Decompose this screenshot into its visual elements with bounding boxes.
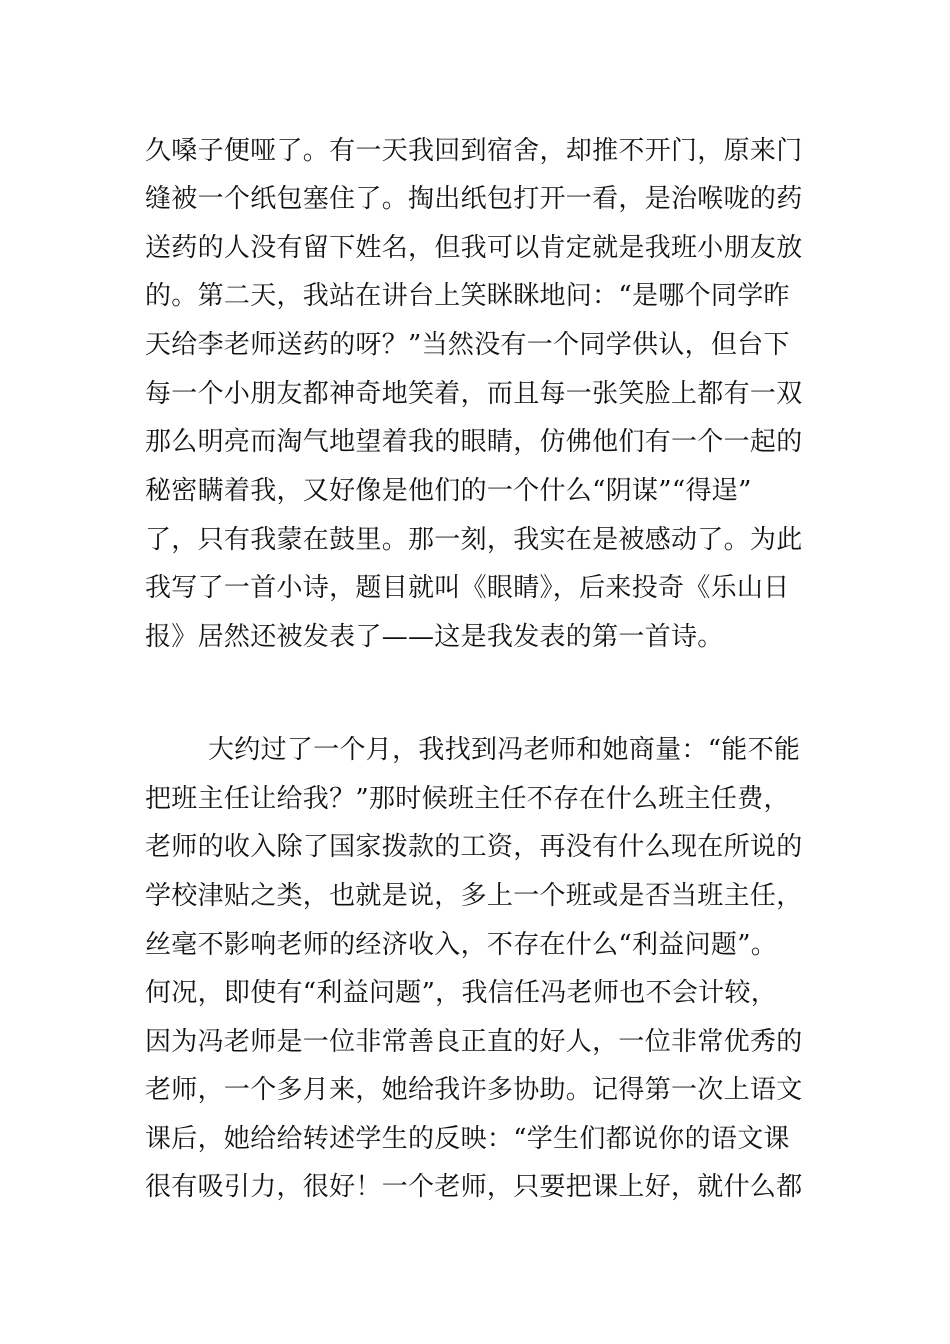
text-line: 那么明亮而淘气地望着我的眼睛，仿佛他们有一个一起的 (145, 427, 803, 457)
text-line: 何况，即使有“利益问题”，我信任冯老师也不会计较， (145, 978, 778, 1008)
text-line: 送药的人没有留下姓名，但我可以肯定就是我班小朋友放 (145, 233, 803, 263)
text-line: 课后，她给给转述学生的反映：“学生们都说你的语文课 (145, 1124, 790, 1154)
text-line: 每一个小朋友都神奇地笑着，而且每一张笑脸上都有一双 (145, 379, 803, 409)
text-line: 因为冯老师是一位非常善良正直的好人，一位非常优秀的 (145, 1027, 803, 1057)
text-line: 丝毫不影响老师的经济收入，不存在什么“利益问题”。 (145, 930, 778, 960)
text-line: 天给李老师送药的呀？”当然没有一个同学供认，但台下 (145, 330, 790, 360)
text-line: 的。第二天，我站在讲台上笑眯眯地问：“是哪个同学昨 (145, 281, 790, 311)
text-line: 久嗓子便哑了。有一天我回到宿舍，却推不开门，原来门 (145, 136, 803, 166)
text-line: 学校津贴之类，也就是说，多上一个班或是否当班主任， (145, 881, 803, 911)
text-line: 很有吸引力，很好！一个老师，只要把课上好，就什么都 (145, 1172, 803, 1202)
text-line: 老师，一个多月来，她给我许多协助。记得第一次上语文 (145, 1075, 803, 1105)
text-line: 缝被一个纸包塞住了。掏出纸包打开一看，是治喉咙的药 (145, 184, 803, 214)
text-line: 了，只有我蒙在鼓里。那一刻，我实在是被感动了。为此 (145, 525, 803, 555)
text-line: 我写了一首小诗，题目就叫《眼睛》，后来投奇《乐山日 (145, 573, 790, 603)
text-line: 大约过了一个月，我找到冯老师和她商量：“能不能 (208, 735, 801, 765)
text-line: 老师的收入除了国家拨款的工资，再没有什么现在所说的 (145, 832, 803, 862)
text-line: 秘密瞒着我，又好像是他们的一个什么“阴谋”“得逞” (145, 476, 752, 506)
text-line: 报》居然还被发表了——这是我发表的第一首诗。 (145, 622, 724, 652)
text-line: 把班主任让给我？”那时候班主任不存在什么班主任费， (145, 784, 790, 814)
